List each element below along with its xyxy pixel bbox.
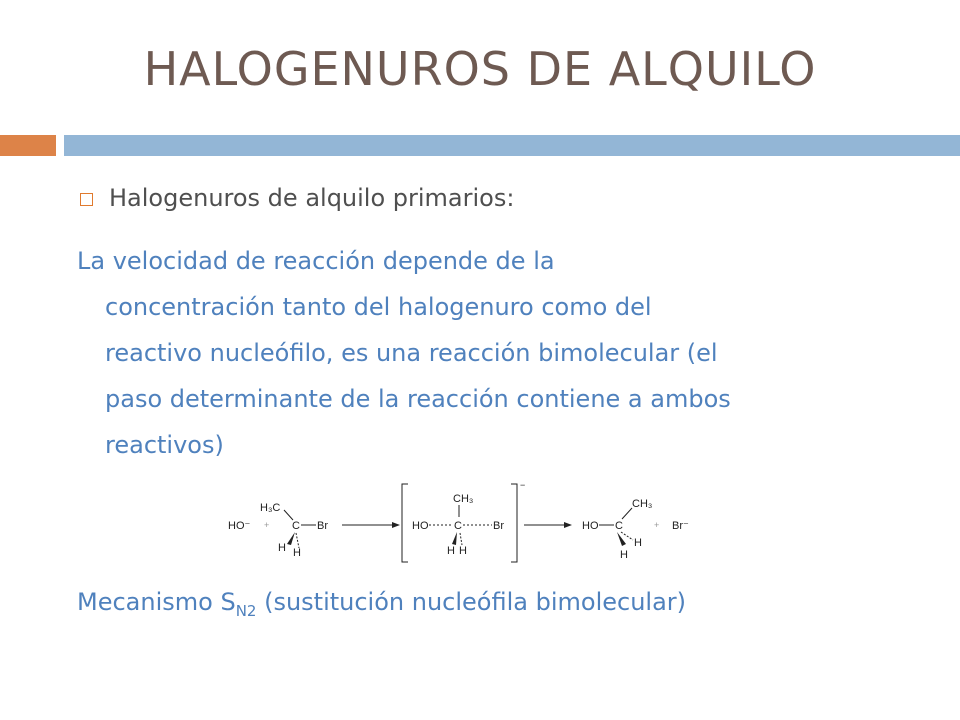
paragraph-line: La velocidad de reacción depende de la [77,247,555,275]
square-bullet-icon [80,193,93,206]
mechanism-caption [77,588,686,620]
hydrogen-label: H [634,537,642,549]
paragraph-line: paso determinante de la reacción contiene a ambos [105,385,731,413]
mechanism-suffix: (sustitución nucleófila bimolecular) [256,588,687,616]
body-paragraph [77,238,937,468]
wedge-bond [287,532,295,545]
hydrogen-label: H [278,542,286,554]
product-methyl-label: CH₃ [632,498,653,510]
ts-methyl-label: CH₃ [453,493,474,505]
bond [284,510,293,520]
hydrogen-label: H [447,545,455,557]
accent-bar-blue [64,135,960,156]
ts-carbon-label: C [454,520,462,532]
bromine-label: Br [317,520,328,532]
paragraph-line: reactivos) [105,431,224,459]
bond [622,508,632,519]
hydrogen-label: H [459,545,467,557]
wedge-bond [452,532,457,545]
sn2-reaction-scheme [220,478,710,568]
mechanism-subscript: N2 [235,601,257,620]
plus-sign: + [654,520,660,530]
hash-bond [621,532,633,540]
charge-label: − [520,480,526,490]
ts-hydroxyl-label: HO [412,520,429,532]
plus-sign: + [264,520,270,530]
methyl-label: H₃C [260,502,281,514]
mechanism-prefix: Mecanismo S [77,588,236,616]
bracket-right [511,484,517,562]
hash-bond [296,533,299,548]
paragraph-line: reactivo nucleófilo, es una reacción bimolecular (el [105,339,718,367]
ts-bromine-label: Br [493,520,504,532]
bullet-item [80,184,514,212]
bracket-left [402,484,408,562]
hydrogen-label: H [293,547,301,559]
hash-bond [460,533,462,545]
product-carbon-label: C [615,520,623,532]
arrowhead-icon [564,522,572,528]
accent-bar-orange [0,135,56,156]
nucleophile-label: HO⁻ [228,520,251,532]
carbon-label: C [292,520,300,532]
paragraph-line: concentración tanto del halogenuro como del [105,293,652,321]
slide-title: HALOGENUROS DE ALQUILO [143,42,817,96]
bullet-text: Halogenuros de alquilo primarios: [109,184,515,212]
product-hydroxyl-label: HO [582,520,599,532]
hydrogen-label: H [620,549,628,561]
arrowhead-icon [392,522,400,528]
bromide-label: Br⁻ [672,520,689,532]
